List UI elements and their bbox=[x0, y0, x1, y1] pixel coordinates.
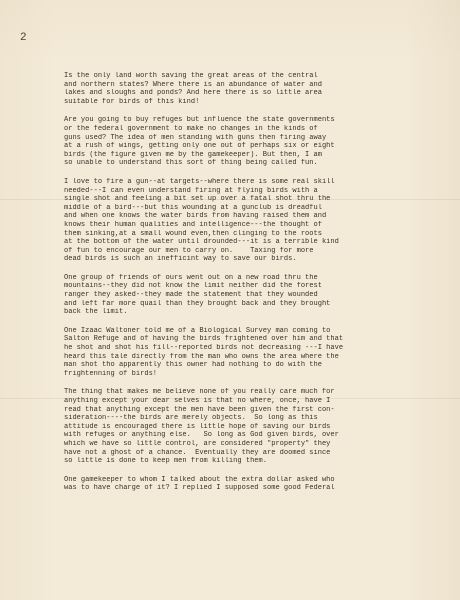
paragraph-5 bbox=[64, 327, 452, 379]
text-line: dead birds is such an inefficint way to save our birds. bbox=[64, 255, 297, 264]
text-line: with refuges or anything else. So long as God given birds, over bbox=[64, 431, 339, 440]
text-line: back the limit. bbox=[64, 308, 128, 317]
text-line: One Izaac Waltoner told me of a Biological Survey man coming to bbox=[64, 326, 331, 335]
text-line: needed---I can even understand firing at flying birds with a bbox=[64, 186, 318, 195]
paragraph-3 bbox=[64, 178, 452, 264]
text-line: birds (the figure given me by the gamekeeper). But then, I am bbox=[64, 150, 322, 159]
text-line: One group of friends of ours went out on a new road thru the bbox=[64, 273, 318, 282]
text-line: which we have so little control, are considered "property" they bbox=[64, 439, 331, 448]
text-line: One gamekeeper to whom I talked about the extra dollar asked who bbox=[64, 475, 335, 484]
text-line: at the bottom of the water until drounded---it is a terrible kind bbox=[64, 238, 339, 247]
text-line: and northern states? Where there is an abundance of water and bbox=[64, 80, 322, 89]
text-line: heard this tale directly from the man who owns the area where the bbox=[64, 352, 339, 361]
text-line: Are you going to buy refuges but influence the state governments bbox=[64, 116, 335, 125]
text-line: was to have charge of it? I replied I supposed some good Federal bbox=[64, 484, 335, 493]
text-line: middle of a bird---but this wounding at a gunclub is dreadful bbox=[64, 203, 322, 212]
page-number: 2 bbox=[20, 32, 27, 44]
text-line: he shot and shot his fill--reported birds not decreasing ---I have bbox=[64, 344, 344, 353]
text-line: ranger they asked--they made the statement that they wounded bbox=[64, 291, 318, 300]
paragraph-2 bbox=[64, 116, 452, 168]
text-line: have not a ghost of a chance. Eventually they are doomed since bbox=[64, 448, 331, 457]
text-line: mountains--they did not know the limit neither did the forest bbox=[64, 282, 322, 291]
paragraph-7 bbox=[64, 476, 452, 493]
text-line: at a rush of wings, getting only one out of perhaps six or eight bbox=[64, 142, 335, 151]
text-line: guns used? The idea of men standing with guns then firing away bbox=[64, 133, 327, 142]
text-line: them sinking,at a small wound even,then clinging to the roots bbox=[64, 229, 322, 238]
text-line: The thing that makes me believe none of you really care much for bbox=[64, 388, 335, 397]
text-line: Salton Refuge and of having the birds frightened over him and that bbox=[64, 335, 344, 344]
text-line: attitude is encouraged there is little hope of saving our birds bbox=[64, 422, 331, 431]
text-line: I love to fire a gun--at targets--where there is some real skill bbox=[64, 177, 335, 186]
text-line: Is the only land worth saving the great areas of the central bbox=[64, 72, 318, 80]
text-line: knows their human qualities and intelligence---the thought of bbox=[64, 220, 322, 229]
text-line: so unable to understand this sort of thing being called fun. bbox=[64, 159, 318, 168]
text-line: frightenning of birds! bbox=[64, 369, 158, 378]
text-line: single shot and feeling a bit set up over a fatal shot thru the bbox=[64, 195, 331, 204]
text-line: sideration----the birds are merely objects. So long as this bbox=[64, 414, 318, 423]
letter-body bbox=[64, 72, 452, 503]
text-line: suitable for birds of this kind! bbox=[64, 97, 200, 106]
text-line: man shot tho apparently this owner had nothing to do with the bbox=[64, 361, 322, 370]
paragraph-4 bbox=[64, 274, 452, 317]
text-line: or the federal government to make no changes in the kinds of bbox=[64, 124, 318, 133]
text-line: so little is done to keep men from killing them. bbox=[64, 457, 267, 466]
text-line: and left far more quail than they brought back and they brought bbox=[64, 299, 331, 308]
paragraph-6 bbox=[64, 388, 452, 465]
text-line: read that anything except the men have been given the first con- bbox=[64, 405, 335, 414]
text-line: lakes and sloughs and ponds? And here there is so little area bbox=[64, 89, 322, 98]
text-line: anything except your dear selves is that no where, once, have I bbox=[64, 397, 331, 405]
paragraph-1 bbox=[64, 72, 452, 106]
text-line: of fun to encourage our men to carry on. Taxing for more bbox=[64, 246, 314, 255]
text-line: and when one knows the water birds from having raised them and bbox=[64, 212, 327, 221]
